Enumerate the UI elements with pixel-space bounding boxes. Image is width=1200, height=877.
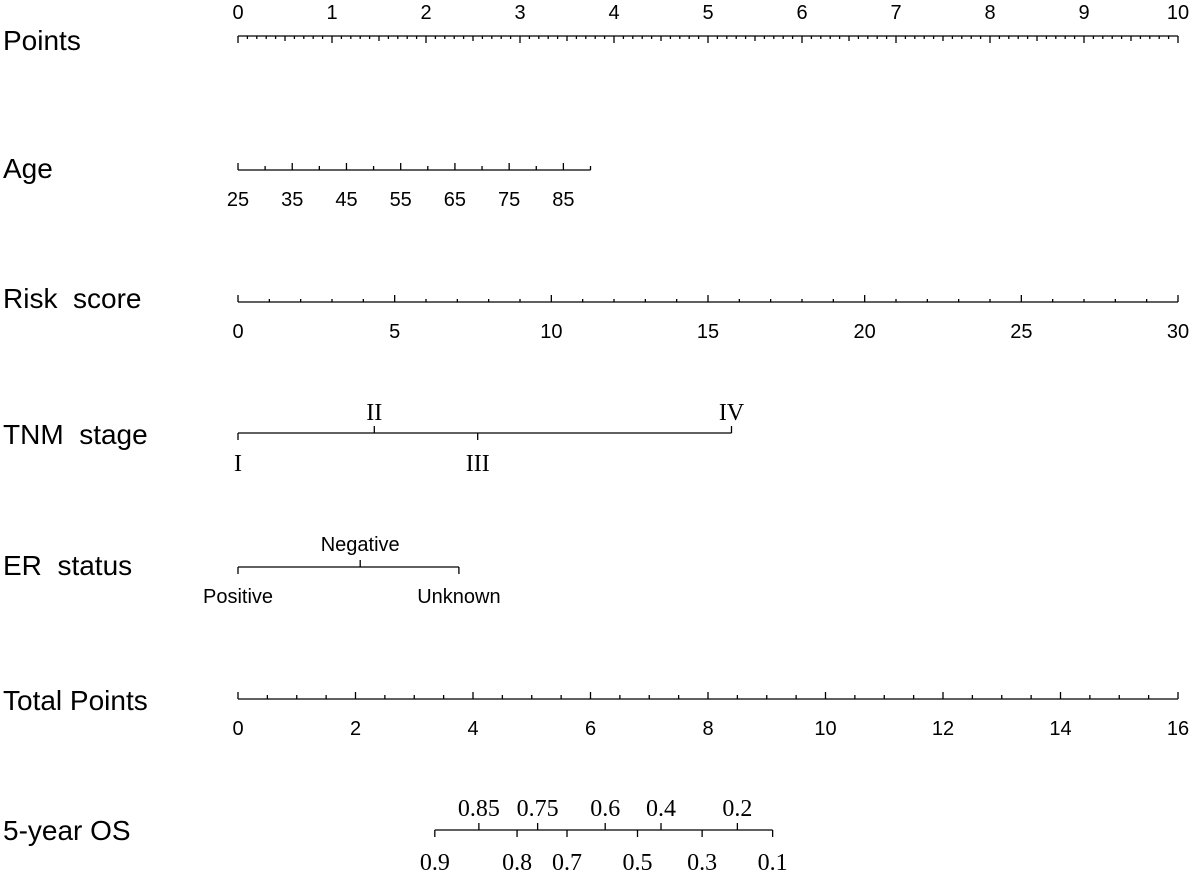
tnm-stage-category: III <box>465 451 490 477</box>
tnm-stage-axis <box>234 400 745 477</box>
total-points-row <box>3 685 1189 740</box>
age-tick-label: 65 <box>443 189 467 211</box>
total-points-tick-label: 14 <box>1049 718 1072 740</box>
age-tick-label: 25 <box>226 189 250 211</box>
tnm-stage-category: II <box>366 400 383 426</box>
total-points-label: Total Points <box>3 685 148 716</box>
risk-score-tick-label: 25 <box>1010 321 1033 343</box>
points-axis <box>232 2 1189 43</box>
er-status-category: Negative <box>320 534 400 556</box>
total-points-tick-label: 16 <box>1166 718 1190 740</box>
points-tick-label: 4 <box>608 2 620 24</box>
tnm-stage-category: IV <box>718 400 745 426</box>
points-tick-label: 10 <box>1166 2 1190 24</box>
risk-score-tick-label: 0 <box>232 321 244 343</box>
os-tick-label: 0.75 <box>516 796 559 822</box>
age-label: Age <box>3 153 53 184</box>
age-row <box>3 153 591 211</box>
er-status-row <box>3 534 501 608</box>
points-tick-label: 2 <box>420 2 432 24</box>
age-tick-label: 55 <box>389 189 412 211</box>
points-tick-label: 6 <box>796 2 808 24</box>
os-tick-label: 0.2 <box>722 796 753 822</box>
points-tick-label: 9 <box>1078 2 1090 24</box>
age-tick-label: 45 <box>335 189 358 211</box>
risk-score-label: Risk score <box>3 283 142 314</box>
points-row <box>3 2 1189 56</box>
points-label: Points <box>3 25 81 56</box>
risk-score-tick-label: 5 <box>389 321 401 343</box>
total-points-tick-label: 6 <box>584 718 597 740</box>
points-tick-label: 0 <box>232 2 244 24</box>
total-points-axis <box>232 692 1189 740</box>
age-tick-label: 75 <box>498 189 521 211</box>
points-tick-label: 7 <box>890 2 902 24</box>
os-tick-label: 0.7 <box>552 850 582 876</box>
age-tick-label: 85 <box>552 189 575 211</box>
er-status-label: ER status <box>3 550 133 581</box>
os-tick-label: 0.85 <box>457 796 500 822</box>
tnm-stage-row <box>3 400 745 477</box>
risk-score-axis <box>232 295 1189 343</box>
os-label: 5-year OS <box>3 815 131 846</box>
er-status-category: Positive <box>202 586 274 608</box>
total-points-tick-label: 12 <box>931 718 955 740</box>
os-tick-label: 0.5 <box>622 850 653 876</box>
os-tick-label: 0.4 <box>646 796 676 822</box>
er-status-category: Unknown <box>417 586 501 608</box>
risk-score-tick-label: 20 <box>853 321 876 343</box>
os-tick-label: 0.1 <box>757 850 788 876</box>
er-status-axis <box>203 534 501 608</box>
os-axis <box>420 796 788 876</box>
points-tick-label: 5 <box>702 2 714 24</box>
tnm-stage-category: I <box>234 451 242 477</box>
age-axis <box>227 163 591 211</box>
points-tick-label: 8 <box>984 2 996 24</box>
os-tick-label: 0.9 <box>419 850 450 876</box>
total-points-tick-label: 8 <box>702 718 714 740</box>
os-row <box>3 796 788 876</box>
risk-score-tick-label: 30 <box>1166 321 1190 343</box>
total-points-tick-label: 10 <box>814 718 837 740</box>
points-tick-label: 1 <box>326 2 338 24</box>
age-tick-label: 35 <box>281 189 304 211</box>
tnm-stage-label: TNM stage <box>3 419 148 450</box>
os-tick-label: 0.6 <box>590 796 621 822</box>
risk-score-tick-label: 10 <box>540 321 563 343</box>
total-points-tick-label: 0 <box>232 718 244 740</box>
risk-score-tick-label: 15 <box>696 321 720 343</box>
risk-score-row <box>3 283 1189 343</box>
total-points-tick-label: 2 <box>349 718 362 740</box>
total-points-tick-label: 4 <box>467 718 479 740</box>
os-tick-label: 0.8 <box>502 850 533 876</box>
os-tick-label: 0.3 <box>687 850 718 876</box>
points-tick-label: 3 <box>514 2 526 24</box>
